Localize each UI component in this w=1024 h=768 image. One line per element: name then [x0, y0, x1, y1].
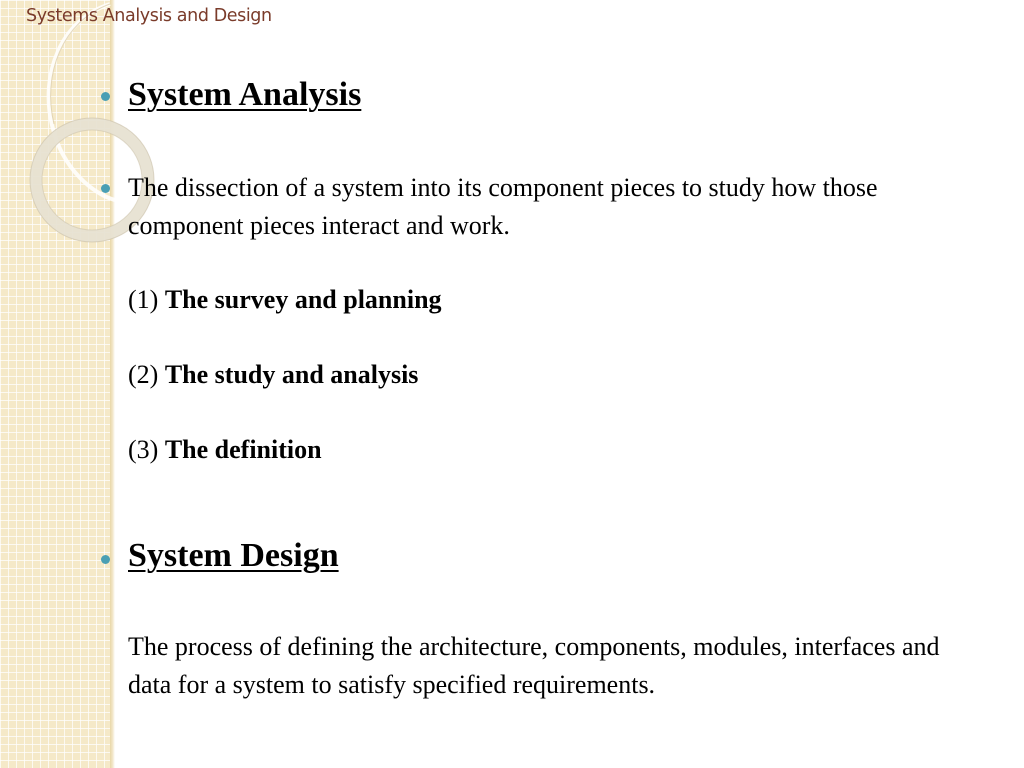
step-number: (1)	[128, 285, 159, 314]
bullet-icon	[101, 555, 110, 564]
presentation-title: Systems Analysis and Design	[26, 6, 272, 26]
step-number: (3)	[128, 435, 159, 464]
step-label: The definition	[164, 435, 322, 464]
section-heading-system-analysis: System Analysis	[128, 76, 362, 113]
system-design-description: The process of defining the architecture, components, modules, interfaces and data for a system to satisfy specified requirements.	[128, 632, 940, 699]
step-item	[128, 435, 322, 465]
step-number: (2)	[128, 360, 159, 389]
step-label: The survey and planning	[164, 285, 442, 314]
decorative-grid-strip	[0, 0, 113, 768]
bullet-icon	[101, 92, 110, 101]
bullet-icon	[101, 184, 110, 193]
section-heading-system-design: System Design	[128, 537, 339, 574]
step-item	[128, 360, 418, 390]
strip-edge-divider	[110, 0, 115, 768]
system-analysis-description: The dissection of a system into its component pieces to study how those component pieces interact and work.	[128, 173, 878, 240]
step-item	[128, 285, 442, 315]
step-label: The study and analysis	[164, 360, 419, 389]
